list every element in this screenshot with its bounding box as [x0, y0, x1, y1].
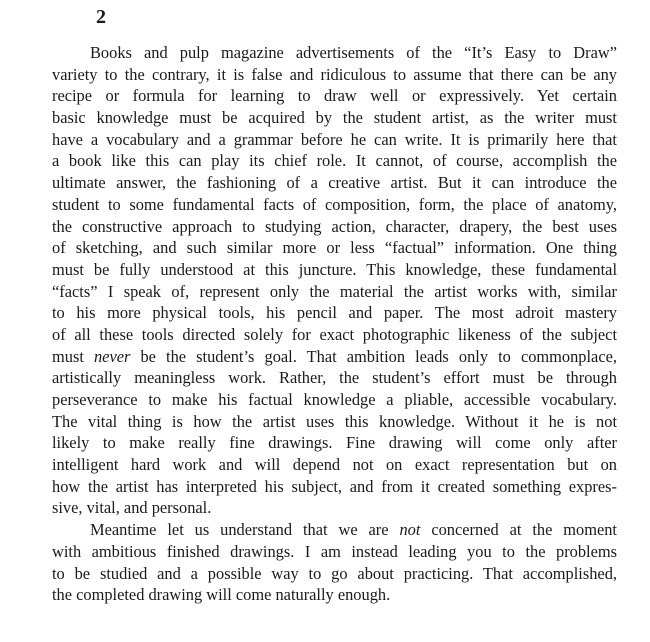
text-line: basic knowledge must be acquired by the student artist, as the writer must — [52, 108, 617, 128]
text-line: artistically meaningless work. Rather, the student’s effort must be through — [52, 368, 617, 388]
text-line: student to some fundamental facts of composition, form, the place of anatomy, — [52, 194, 617, 214]
text-line: must be fully understood at this juncture. This knowledge, these fundamental — [52, 259, 617, 279]
emphasized-word: not — [399, 520, 421, 540]
text-run: must — [52, 346, 94, 366]
text-line: intelligent hard work and will depend not on exact representation but on — [52, 455, 617, 475]
text-line: of all these tools directed solely for exact photographic likeness of the subject — [52, 324, 617, 344]
text-line: the completed drawing will come naturally enough. — [52, 585, 391, 605]
page-number: 2 — [96, 6, 106, 28]
text-line: sive, vital, and personal. — [52, 498, 212, 518]
text-line: Books and pulp magazine advertisements of the “It’s Easy to Draw” — [90, 43, 617, 62]
text-line: recipe or formula for learning to draw well or expressively. Yet certain — [52, 86, 617, 106]
text-line: The vital thing is how the artist uses this knowledge. Without it he is not — [52, 411, 617, 431]
text-line: of sketching, and such similar more or less “factual” information. One thing — [52, 238, 617, 258]
text-line: perseverance to make his factual knowledge a pliable, accessible vocabulary. — [52, 390, 617, 409]
text-run: be the student’s goal. That ambition leads only to commonplace, — [130, 346, 617, 366]
text-run: concerned at the moment — [420, 520, 617, 540]
body-text — [52, 42, 617, 606]
text-line: likely to make really fine drawings. Fine drawing will come only after — [52, 433, 617, 453]
text-line: ultimate answer, the fashioning of a creative artist. But it can introduce the — [52, 173, 617, 193]
text-line: with ambitious finished drawings. I am instead leading you to the problems — [52, 541, 617, 561]
text-line: “facts” I speak of, represent only the material the artist works with, similar — [52, 281, 617, 301]
text-line — [52, 346, 617, 368]
text-line: how the artist has interpreted his subject, and from it created something expres- — [52, 476, 617, 496]
text-line: to be studied and a possible way to go about practicing. That accomplished, — [52, 563, 617, 583]
text-line: to his more physical tools, his pencil and paper. The most adroit mastery — [52, 303, 617, 323]
text-line: variety to the contrary, it is false and ridiculous to assume that there can be any — [52, 64, 617, 84]
text-run: Meantime let us understand that we are — [90, 520, 400, 540]
text-line — [52, 519, 617, 541]
text-line: the constructive approach to studying action, character, drapery, the best uses — [52, 216, 617, 236]
text-line: have a vocabulary and a grammar before he can write. It is primarily here that — [52, 129, 617, 149]
paragraph — [52, 42, 617, 519]
paragraph — [52, 519, 617, 606]
emphasized-word: never — [93, 346, 131, 366]
text-line: a book like this can play its chief role. It cannot, of course, accomplish the — [52, 151, 617, 171]
